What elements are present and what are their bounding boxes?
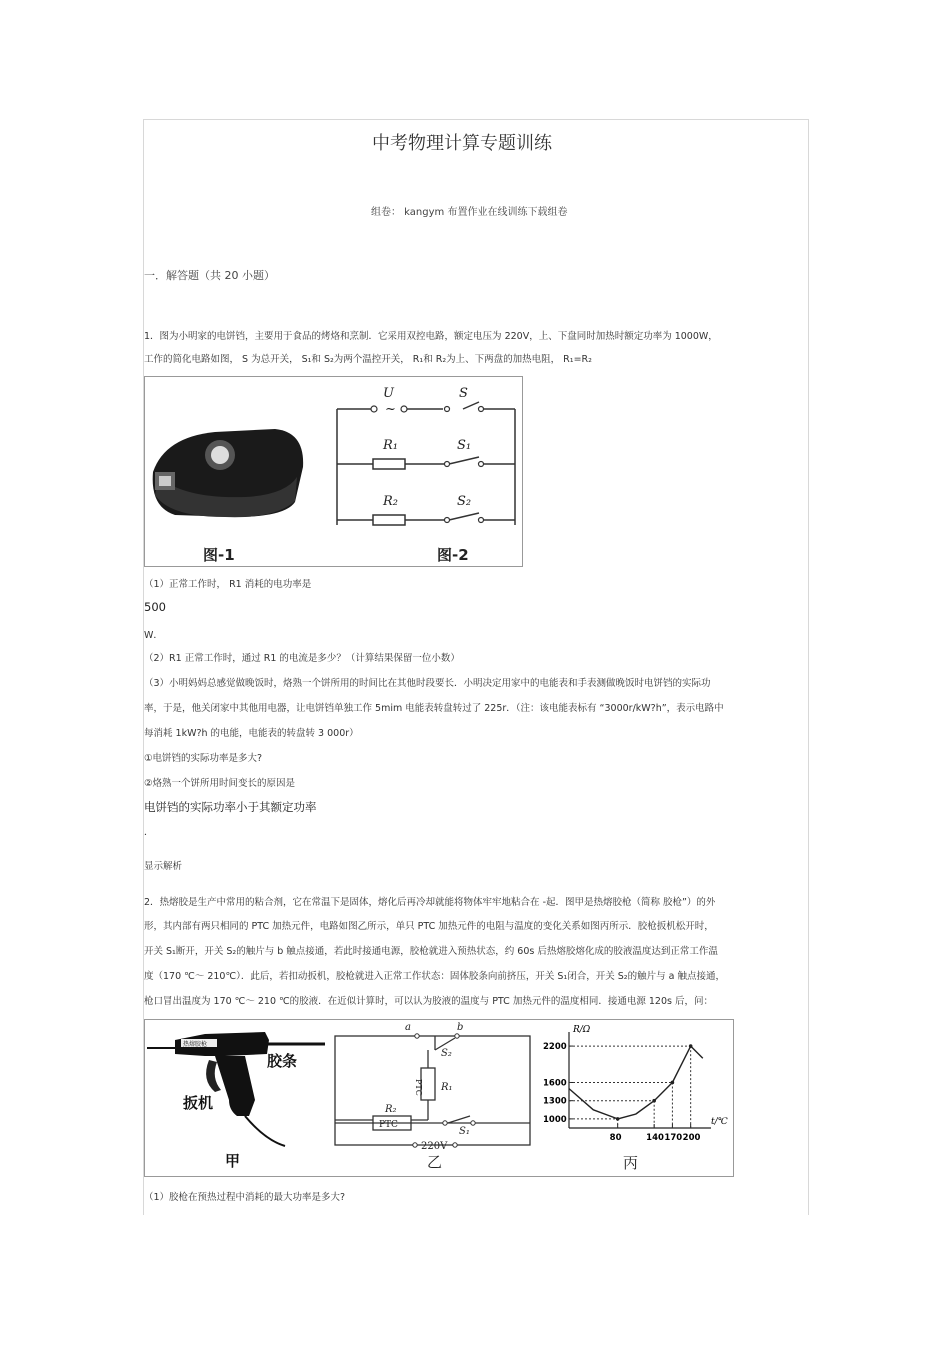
q2-circuit-diagram [335,1036,530,1145]
circuit2-label-b: b [457,1022,464,1033]
circuit2-label-ptc2: PTC [379,1120,398,1130]
chart-x-label: t/℃ [711,1117,728,1127]
q1-answer-3: 电饼铛的实际功率小于其额定功率 [144,800,317,814]
circuit-label-s1: S₁ [457,438,472,453]
circuit-label-u: U [383,386,394,401]
q2-line-4: 度（170 ℃～ 210℃）．此后，若扣动扳机，胶枪就进入正常工作状态：固体胶条向前挤压，开关 S₁闭合，开关 S₂的触片与 a 触点接通， [144,971,725,982]
q1-figure [144,376,523,567]
chart-x-tick-label: 80 [609,1133,622,1143]
chart-data-point [652,1099,656,1103]
fig-jia-label: 甲 [225,1152,241,1170]
circuit-label-tilde: ~ [385,402,396,417]
circuit-label-s2: S₂ [457,494,472,509]
show-analysis-link[interactable]: 显示解析 [144,861,183,872]
circuit2-label-r1: R₁ [441,1082,453,1093]
q1-figure-svg [145,377,522,566]
glue-gun-illustration [147,1032,325,1170]
pancake-maker-illustration [153,429,303,517]
q1-answer-3-dot: ． [144,827,154,838]
gun-label-glue: 胶条 [267,1052,298,1070]
chart-x-tick-label: 200 [682,1133,701,1143]
fig-bing-label: 丙 [623,1154,639,1172]
q1-answer-1: 500 [144,600,166,614]
section-title: 一．解答题（共 20 小题） [144,269,275,282]
q2-sub-1: （1）胶枪在预热过程中消耗的最大功率是多大? [144,1192,346,1203]
q2-line-3: 开关 S₁断开，开关 S₂的触片与 b 触点接通，若此时接通电源，胶枪就进入预热状态，约 60s 后热熔胶熔化成的胶液温度达到正常工作温 [144,946,718,957]
chart-y-tick-label: 2200 [543,1042,567,1053]
q1-sub-3-i: ①电饼铛的实际功率是多大? [144,753,263,764]
gun-label-trigger: 扳机 [183,1094,214,1112]
page-title: 中考物理计算专题训练 [372,133,552,154]
circuit2-label-s2: S₂ [441,1048,452,1059]
circuit2-label-r2: R₂ [385,1104,397,1115]
q2-figure-svg [145,1020,733,1176]
circuit-label-r2: R₂ [383,494,398,509]
chart-data-point [689,1044,693,1048]
chart-y-tick-label: 1600 [543,1078,567,1089]
q2-line-2: 形，其内部有两只相同的 PTC 加热元件，电路如图乙所示，单只 PTC 加热元件的电阻与温度的变化关系如图丙所示．胶枪扳机松开时， [144,921,714,932]
circuit2-label-a: a [405,1022,411,1033]
circuit-label-r1: R₁ [383,438,398,453]
q1-sub-3-line-1: （3）小明妈妈总感觉做晚饭时，烙熟一个饼所用的时间比在其他时段要长．小明决定用家中的电能表和手表测做晚饭时电饼铛的实际功 [144,678,711,689]
chart-data-point [671,1081,675,1085]
q1-sub-3-line-2: 率，于是，他关闭家中其他用电器，让电饼铛单独工作 5mim 电能表转盘转过了 225r．（注：该电能表标有 “3000r/kW?h”，表示电路中 [144,703,724,714]
chart-y-tick-label: 1000 [543,1114,567,1125]
gun-body-text: 热熔胶枪 [183,1041,208,1048]
q2-line-1: 2．热熔胶是生产中常用的粘合剂，它在常温下是固体，熔化后再冷却就能将物体牢牢地粘合在 -起．图甲是热熔胶枪（简称 胶枪”）的外 [144,897,716,908]
fig2-label: 图-2 [437,546,469,564]
circuit2-label-voltage: 220V [421,1141,448,1152]
chart-data-point [616,1117,620,1121]
fig-yi-label: 乙 [427,1153,443,1171]
q1-sub-1: （1）正常工作时， R1 消耗的电功率是 [144,579,312,590]
chart-x-tick-label: 170 [664,1133,683,1143]
q1-sub-3-ii: ②烙熟一个饼所用时间变长的原因是 [144,778,296,789]
q2-figure [144,1019,734,1177]
q1-line-2: 工作的简化电路如图， S 为总开关， S₁和 S₂为两个温控开关， R₁和 R₂为上、下两盘的加热电阻， R₁=R₂ [144,354,592,365]
circuit2-label-ptc1: PTC [414,1079,423,1096]
byline: 组卷： kangym 布置作业在线训练下载组卷 [371,207,568,218]
q1-sub-2: （2）R1 正常工作时，通过 R1 的电流是多少？（计算结果保留一位小数） [144,653,460,664]
chart-y-tick-label: 1300 [543,1096,567,1107]
q1-sub-3-line-3: 每消耗 1kW?h 的电能，电能表的转盘转 3 000r） [144,728,359,739]
fig1-label: 图-1 [203,546,235,564]
chart-x-tick-label: 140 [646,1133,664,1143]
ptc-resistance-chart [543,1025,729,1143]
q1-answer-1-unit: W． [144,630,163,641]
q1-line-1: 1．图为小明家的电饼铛，主要用于食品的烤烙和烹制．它采用双控电路，额定电压为 220V，上、下盘同时加热时额定功率为 1000W， [144,331,718,342]
q2-line-5: 枪口冒出温度为 170 ℃～ 210 ℃的胶液．在近似计算时，可以认为胶液的温度与 PTC 加热元件的温度相同．接通电源 120s 后，问： [144,996,713,1007]
chart-y-label: R/Ω [573,1025,591,1035]
circuit-label-s: S [459,386,468,401]
q1-circuit-diagram [337,402,515,525]
circuit2-label-s1: S₁ [459,1126,470,1137]
